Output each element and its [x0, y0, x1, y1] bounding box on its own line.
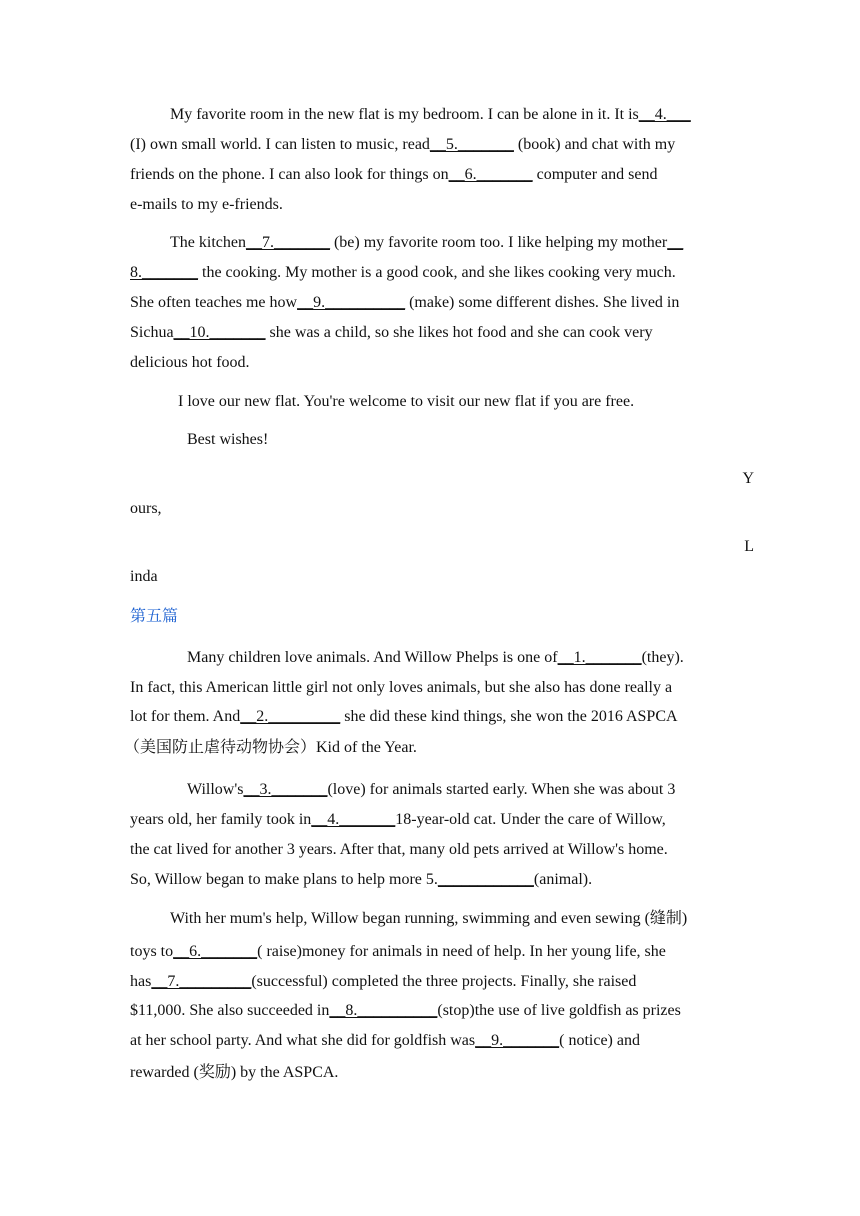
answer-blank-4[interactable]: __4._______ [311, 811, 396, 828]
section-title: 第五篇 [130, 608, 179, 625]
answer-blank-3[interactable]: __3._______ [243, 781, 328, 798]
text-line: So, Willow began to make plans to help more 5.____________(animal). [130, 871, 593, 888]
signature-fragment: inda [130, 568, 158, 585]
text-line: (I) own small world. I can listen to music, read__5._______ (book) and chat with my [130, 136, 676, 153]
answer-blank-9[interactable]: __9._______ [475, 1032, 560, 1049]
text-line: rewarded (奖励) by the ASPCA. [130, 1064, 339, 1081]
letter-closing: Best wishes! [187, 431, 269, 448]
text-line: friends on the phone. I can also look for things on__6._______ computer and send [130, 166, 658, 183]
answer-blank-8[interactable]: __8.__________ [329, 1002, 438, 1019]
answer-blank-2[interactable]: __2._________ [240, 708, 341, 725]
text-line: at her school party. And what she did for goldfish was__9._______( notice) and [130, 1032, 640, 1049]
signature-fragment: L [744, 538, 754, 555]
text-line: the cat lived for another 3 years. After that, many old pets arrived at Willow's home. [130, 841, 668, 858]
text-line: In fact, this American little girl not only loves animals, but she also has done really a [130, 679, 673, 696]
answer-blank-5[interactable]: ____________ [437, 871, 534, 888]
signature-fragment: Y [742, 470, 754, 487]
text-line: has__7._________(successful) completed the three projects. Finally, she raised [130, 973, 637, 990]
answer-blank-8[interactable]: 8._______ [130, 264, 198, 281]
text-line: e-mails to my e-friends. [130, 196, 283, 213]
text-line: She often teaches me how__9.__________ (make) some different dishes. She lived in [130, 294, 680, 311]
answer-blank-8-start[interactable]: __ [667, 234, 684, 251]
answer-blank-4[interactable]: __4.___ [638, 106, 691, 123]
text-line: I love our new flat. You're welcome to visit our new flat if you are free. [178, 393, 635, 410]
answer-blank-7[interactable]: __7._______ [245, 234, 330, 251]
text-line: Sichua__10._______ she was a child, so she likes hot food and she can cook very [130, 324, 653, 341]
text-line: With her mum's help, Willow began running, swimming and even sewing (缝制) [170, 910, 688, 927]
text-line: lot for them. And__2._________ she did these kind things, she won the 2016 ASPCA [130, 708, 678, 725]
text-line: Willow's__3._______(love) for animals started early. When she was about 3 [187, 781, 676, 798]
text-line: toys to__6._______( raise)money for animals in need of help. In her young life, she [130, 943, 666, 960]
answer-blank-10[interactable]: __10._______ [173, 324, 266, 341]
text-line: $11,000. She also succeeded in__8.__________(stop)the use of live goldfish as prizes [130, 1002, 681, 1019]
signature-fragment: ours, [130, 500, 162, 517]
text-line: Many children love animals. And Willow Phelps is one of__1._______(they). [187, 649, 684, 666]
text-line: My favorite room in the new flat is my bedroom. I can be alone in it. It is__4.___ [170, 106, 691, 123]
answer-blank-5[interactable]: __5._______ [429, 136, 514, 153]
text-line: years old, her family took in__4._______18-year-old cat. Under the care of Willow, [130, 811, 666, 828]
answer-blank-7[interactable]: __7._________ [151, 973, 252, 990]
answer-blank-6[interactable]: __6._______ [448, 166, 533, 183]
text-line: 8._______ the cooking. My mother is a good cook, and she likes cooking very much. [130, 264, 676, 281]
text-line: The kitchen__7._______ (be) my favorite room too. I like helping my mother__ [170, 234, 684, 251]
answer-blank-1[interactable]: __1._______ [557, 649, 642, 666]
answer-blank-9[interactable]: __9.__________ [297, 294, 406, 311]
text-line: （美国防止虐待动物协会）Kid of the Year. [124, 739, 417, 756]
answer-blank-6[interactable]: __6._______ [173, 943, 258, 960]
text-line: delicious hot food. [130, 354, 250, 371]
